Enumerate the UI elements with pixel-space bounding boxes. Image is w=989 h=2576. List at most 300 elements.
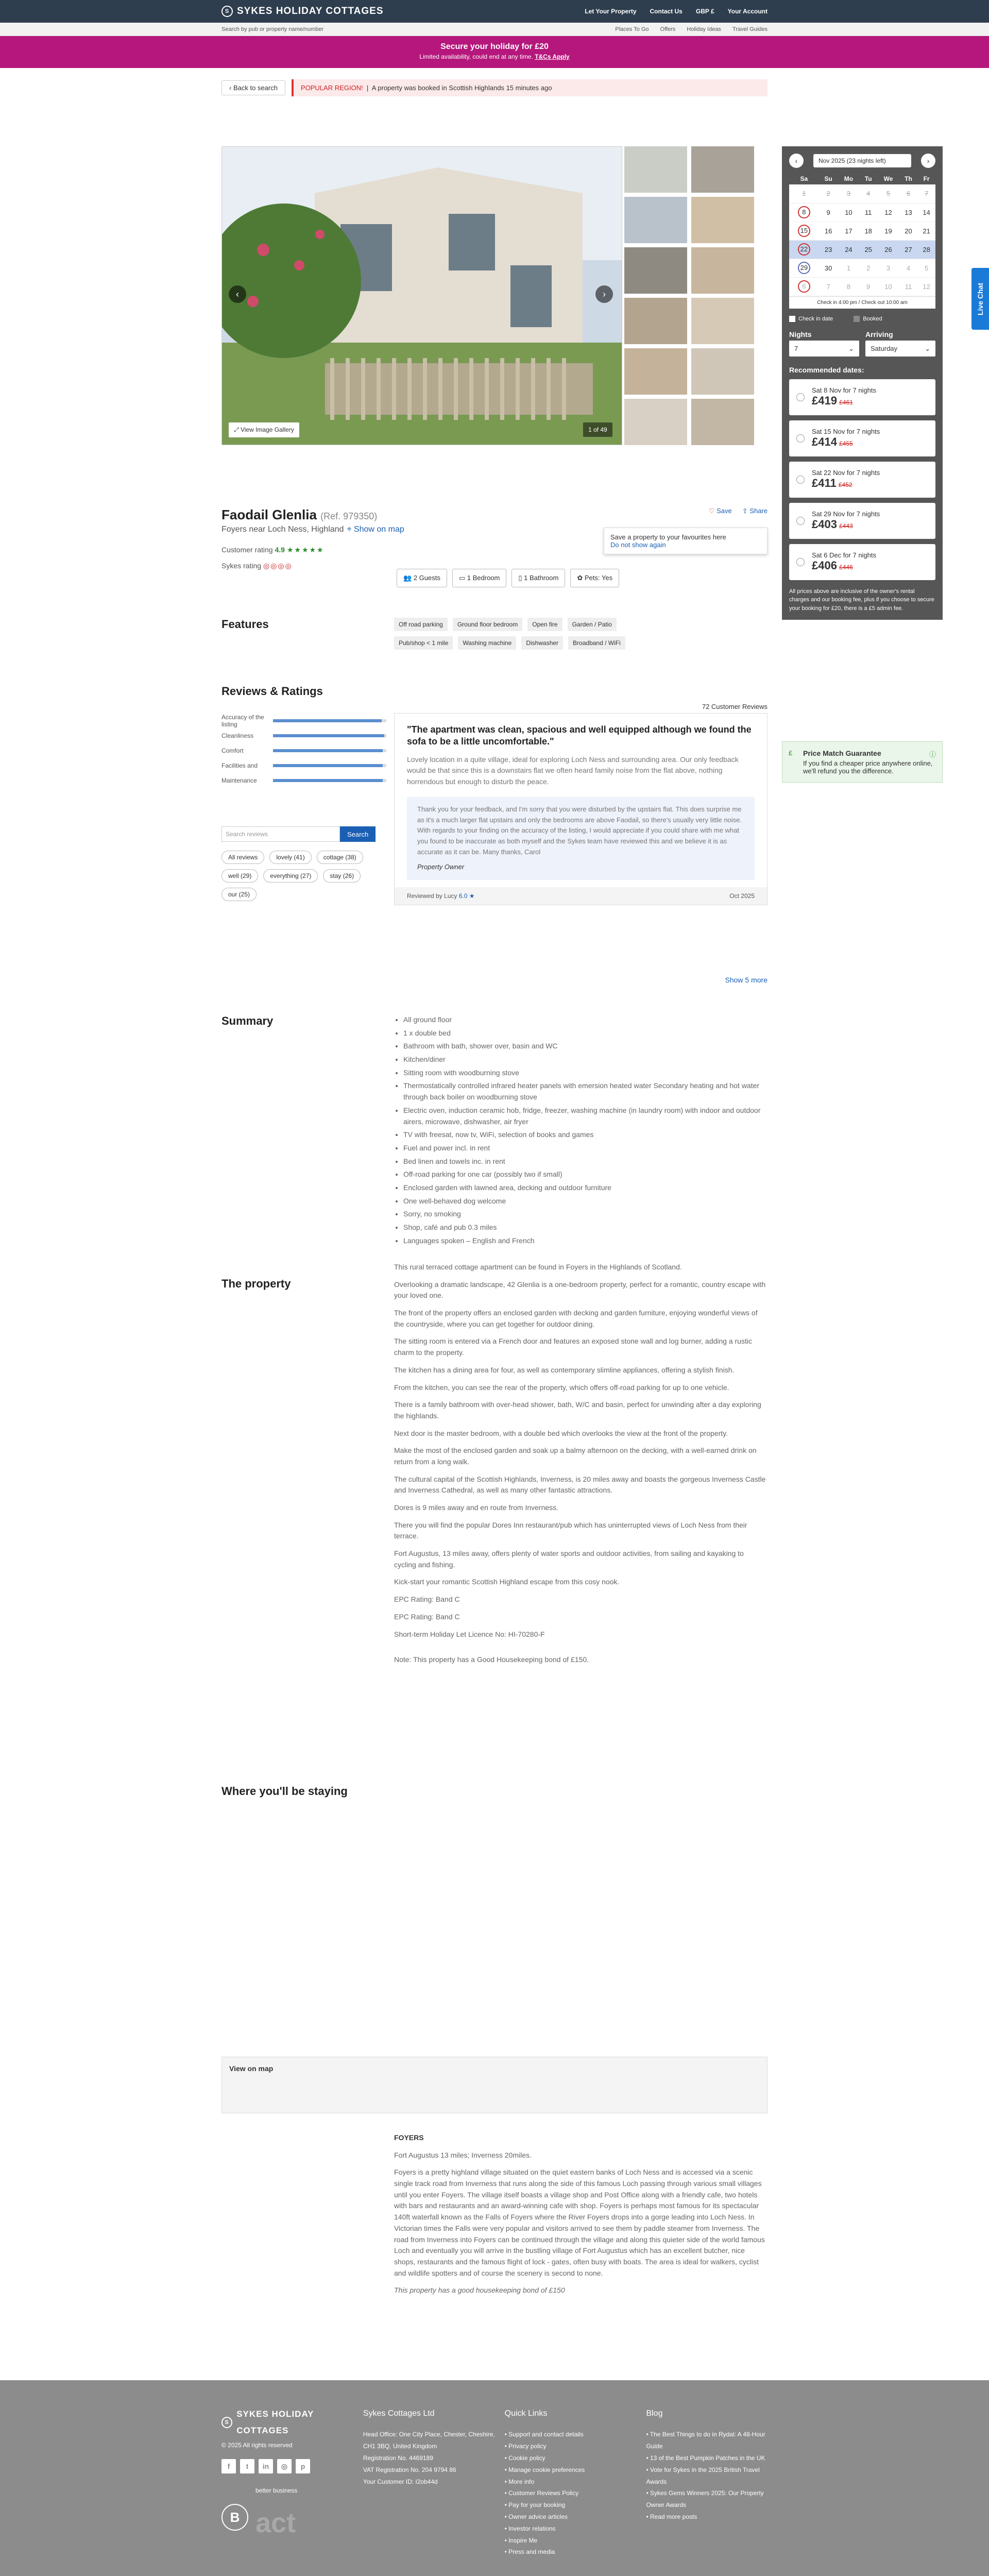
calendar-day[interactable]: [859, 222, 877, 240]
calendar-day[interactable]: [917, 277, 935, 296]
subnav-travel-guides[interactable]: Travel Guides: [732, 26, 768, 32]
live-chat-button[interactable]: Live Chat: [971, 268, 989, 330]
people-icon: 👥: [403, 574, 412, 582]
social-links: [221, 2459, 363, 2473]
blog-link[interactable]: • The Best Things to do in Rydal: A 48-Hour Guide: [646, 2429, 768, 2452]
rec-date: Sat 29 Nov for 7 nights: [812, 510, 880, 518]
calendar-day-number: 7: [924, 190, 929, 198]
expand-icon: ⤢: [234, 426, 239, 433]
recommended-date-option[interactable]: [789, 503, 935, 539]
save-button[interactable]: [709, 507, 732, 515]
calendar-day[interactable]: [819, 277, 838, 296]
instagram-icon[interactable]: ◎: [277, 2459, 292, 2473]
calendar-day[interactable]: [899, 240, 917, 259]
rec-price: £406: [812, 559, 837, 572]
rating-bar-label: Facilities and: [221, 761, 258, 769]
rating-bar-label: Comfort: [221, 747, 244, 754]
footer-logo[interactable]: [221, 2406, 363, 2439]
brand-logo[interactable]: [221, 6, 384, 17]
recommended-date-option[interactable]: [789, 544, 935, 580]
twitter-icon[interactable]: t: [240, 2459, 254, 2473]
recommended-dates-title: Recommended dates:: [789, 365, 864, 374]
calendar-day-header: Su: [819, 173, 838, 184]
property-chips: [397, 569, 619, 587]
price-match-guarantee: [782, 741, 943, 783]
nights-value: 7: [794, 344, 798, 352]
property-paragraph: The front of the property offers an enclosed garden with decking and garden furniture, enjoying wonderful views of the countryside, where you can get together for outdoor dining.: [394, 1309, 758, 1328]
radio-icon: [796, 558, 805, 566]
calendar-day-number: 8: [846, 282, 851, 291]
property-paragraph: There is a family bathroom with over-head shower, bath, W/C and basin, perfect for unwinding after a day exploring the highlands.: [394, 1400, 761, 1420]
nav-contact-us[interactable]: Contact Us: [650, 8, 683, 15]
nav-currency[interactable]: GBP £: [695, 8, 714, 15]
arriving-select[interactable]: [865, 341, 935, 357]
feature-tag: Broadband / WiFi: [568, 636, 625, 650]
property-paragraph: Next door is the master bedroom, with a double bed which overlooks the view at the front of the property.: [394, 1429, 728, 1437]
blog-title: Blog: [646, 2409, 663, 2418]
blog-link[interactable]: • Sykes Gems Winners 2025: Our Property Owner Awards: [646, 2487, 768, 2511]
popular-region-notice: POPULAR REGION! | A property was booked in Scottish Highlands 15 minutes ago: [292, 79, 768, 96]
sykes-rating-label: Sykes rating: [221, 562, 262, 570]
quick-link[interactable]: • Customer Reviews Policy: [505, 2487, 646, 2499]
review-filter-tag[interactable]: everything (27): [263, 869, 318, 883]
heart-icon: ♡: [708, 507, 715, 515]
thumbnail-grid: [624, 146, 754, 445]
footer-brand: SYKES HOLIDAY COTTAGES: [236, 2409, 314, 2436]
calendar-day-number: 26: [884, 245, 892, 253]
property-paragraph: Overlooking a dramatic landscape, 42 Glenlia is a one-bedroom property, perfect for a romantic, country escape with your loved one.: [394, 1280, 766, 1300]
main-content: [221, 507, 768, 1798]
calendar-day-number: 10: [884, 282, 892, 291]
rec-old-price: £461: [839, 399, 853, 406]
calendar-day-number: 3: [886, 264, 891, 272]
calendar-day-number: 14: [923, 208, 930, 216]
rec-old-price: £443: [839, 522, 853, 530]
calendar-day[interactable]: [877, 184, 899, 203]
property-description: [394, 1262, 768, 1672]
rating-bar-row: [221, 758, 386, 773]
property-paragraph: The sitting room is entered via a French door and features an exposed stone wall and log burner, adding a rustic charm to the property.: [394, 1337, 752, 1357]
calendar-day[interactable]: [877, 277, 899, 296]
quick-link[interactable]: • Manage cookie preferences: [505, 2464, 646, 2476]
gallery-counter: 1 of 49: [583, 422, 612, 437]
nights-select[interactable]: [789, 341, 859, 357]
logo-icon: S: [221, 2417, 232, 2428]
rating-bar-track: [273, 749, 386, 752]
recommended-date-option[interactable]: [789, 379, 935, 415]
calendar-day[interactable]: [819, 203, 838, 222]
rating-bar-fill: [273, 719, 382, 722]
share-icon: ⇪: [742, 507, 748, 515]
price-note: All prices above are inclusive of the owner's rental charges and our booking fee, plus if you choose to secure your booking for £20, there is a £5 admin fee.: [789, 588, 934, 612]
info-icon[interactable]: ⓘ: [929, 751, 936, 758]
property-paragraph: Dores is 9 miles away and en route from Inverness.: [394, 1503, 559, 1512]
calendar-day[interactable]: [899, 259, 917, 277]
calendar-day[interactable]: [877, 203, 899, 222]
summary-list: [394, 1014, 768, 1248]
summary-item: • Languages spoken – English and French: [403, 1235, 768, 1247]
calendar-day-number: 29: [798, 262, 810, 274]
review-filter-tag[interactable]: lovely (41): [269, 851, 311, 864]
company-line: VAT Registration No. 204 9794 86: [363, 2466, 456, 2473]
review-filter-tag[interactable]: All reviews: [221, 851, 264, 864]
property-paragraph: EPC Rating: Band C: [394, 1595, 460, 1604]
pmg-text: If you find a cheaper price anywhere online, we'll refund you the difference.: [803, 759, 933, 775]
summary-item: • Sitting room with woodburning stove: [403, 1067, 768, 1079]
notice-tag: POPULAR REGION!: [300, 84, 363, 92]
paw-icon: ✿: [577, 574, 583, 582]
booking-panel: [782, 146, 943, 620]
calendar-day-number: 11: [905, 282, 912, 291]
calendar-day[interactable]: [877, 240, 899, 259]
calendar-day[interactable]: [877, 222, 899, 240]
calendar-day[interactable]: [859, 184, 877, 203]
radio-icon: [796, 434, 805, 443]
summary-item: • All ground floor: [403, 1014, 768, 1026]
review-filter-tag[interactable]: our (25): [221, 888, 257, 901]
summary-item: • Fuel and power incl. in rent: [403, 1143, 768, 1154]
brand-name: SYKES HOLIDAY COTTAGES: [237, 6, 384, 16]
arriving-label: Arriving: [865, 330, 893, 338]
rating-bar-track: [273, 719, 386, 722]
location-section: [221, 1785, 768, 1798]
guests-label: 2 Guests: [413, 574, 440, 582]
calendar-day[interactable]: [917, 184, 935, 203]
tip-title: Save a property to your favourites here: [610, 533, 726, 541]
review-quote: "The apartment was clean, spacious and well equipped although we found the sofa to be a little uncomfortable.": [407, 724, 752, 747]
radio-icon: [796, 393, 805, 401]
calendar-day[interactable]: [819, 222, 838, 240]
calendar-day-number: 25: [864, 245, 872, 253]
map-link-label: Show on map: [353, 525, 404, 534]
rec-date: Sat 15 Nov for 7 nights: [812, 428, 880, 436]
calendar-day-number: 28: [923, 245, 930, 253]
calendar-day-number: 24: [845, 245, 852, 253]
calendar-day[interactable]: [917, 240, 935, 259]
blog-link[interactable]: • 13 of the Best Pumpkin Patches in the UK: [646, 2452, 768, 2464]
facebook-icon[interactable]: f: [221, 2459, 236, 2473]
bed-icon: ▭: [458, 574, 466, 582]
calendar-day[interactable]: [917, 203, 935, 222]
booked-swatch-icon: [854, 316, 860, 322]
bedroom-label: 1 Bedroom: [467, 574, 500, 582]
summary-item: • Kitchen/diner: [403, 1054, 768, 1065]
calendar-day-number: 22: [798, 243, 810, 256]
property-paragraph: Kick-start your romantic Scottish Highland escape from this cosy nook.: [394, 1578, 620, 1586]
summary-item: • Shop, café and pub 0.3 miles: [403, 1222, 768, 1233]
share-button[interactable]: [742, 507, 768, 515]
better-business-label: better business: [255, 2487, 298, 2495]
month-select[interactable]: Nov 2025 (23 nights left): [813, 154, 911, 167]
summary-item: • Sorry, no smoking: [403, 1209, 768, 1220]
sub-nav: [615, 26, 768, 32]
area-bond: This property has a good housekeeping bond of £150: [394, 2286, 565, 2295]
subnav-places[interactable]: Places To Go: [615, 26, 649, 32]
calendar-day-number: 4: [866, 190, 871, 198]
back-to-search-button[interactable]: ‹ Back to search: [221, 80, 285, 95]
review-search-button[interactable]: Search: [340, 826, 376, 842]
rec-price: £403: [812, 518, 837, 531]
bcorp-badge: [221, 2485, 363, 2549]
calendar-day[interactable]: [859, 259, 877, 277]
nav-let-your-property[interactable]: Let Your Property: [585, 8, 637, 15]
property-search-input[interactable]: Search by pub or property name/number: [221, 26, 324, 32]
legend-checkin-label: Check in date: [798, 315, 833, 322]
chevron-down-icon: ⌄: [848, 344, 854, 352]
quick-link[interactable]: • Support and contact details: [505, 2429, 646, 2441]
subnav-holiday-ideas[interactable]: Holiday Ideas: [687, 26, 721, 32]
owner-reply: [407, 797, 755, 880]
owner-label: Property Owner: [417, 862, 465, 871]
calendar-day-number: 13: [905, 208, 912, 216]
recommended-date-option[interactable]: [789, 462, 935, 498]
calendar-day-number: 9: [826, 208, 830, 216]
footer: [0, 2380, 989, 2576]
property-ref: (Ref. 979350): [320, 511, 378, 521]
calendar-prev-button[interactable]: ‹: [789, 154, 804, 168]
calendar-day[interactable]: [789, 203, 819, 222]
rating-stars: ★★★★★: [286, 546, 325, 554]
calendar-day[interactable]: [899, 222, 917, 240]
calendar-day-number: 12: [923, 282, 930, 291]
rating-bar-track: [273, 734, 386, 737]
show-on-map-link[interactable]: [347, 525, 404, 534]
features-list: [394, 618, 677, 650]
calendar-day[interactable]: [838, 277, 860, 296]
calendar-day-number: 5: [924, 264, 929, 272]
blog-link[interactable]: • Vote for Sykes in the 2025 British Travel Awards: [646, 2464, 768, 2488]
summary-item: • One well-behaved dog welcome: [403, 1196, 768, 1207]
property-paragraph: Short-term Holiday Let Licence No: HI-70280-F: [394, 1630, 545, 1638]
calendar-day-number: 18: [864, 227, 872, 235]
sykes-rating-icons: ◎◎◎◎: [263, 562, 293, 570]
calendar-day-number: 16: [824, 227, 832, 235]
pmg-title: Price Match Guarantee: [803, 749, 881, 757]
calendar-day-number: 6: [798, 280, 810, 293]
calendar-day[interactable]: [838, 222, 860, 240]
rating-bar-fill: [273, 749, 383, 752]
review-filter-tag[interactable]: stay (26): [323, 869, 361, 883]
act-label: act: [255, 2507, 296, 2539]
calendar-day[interactable]: [838, 240, 860, 259]
calendar-day[interactable]: [917, 259, 935, 277]
calendar-day[interactable]: [859, 203, 877, 222]
guests-chip: [397, 569, 447, 587]
property-paragraph: From the kitchen, you can see the rear of the property, which offers off-road parking for up to one vehicle.: [394, 1383, 729, 1392]
summary-item: • Off-road parking for one car (possibly two if small): [403, 1169, 768, 1180]
promo-tcs-link[interactable]: T&Cs Apply: [535, 53, 570, 60]
calendar-day[interactable]: [838, 203, 860, 222]
pets-chip: [570, 569, 619, 587]
property-paragraph: The kitchen has a dining area for four, as well as contemporary slimline appliances, offering a stylish finish.: [394, 1365, 735, 1374]
calendar-day[interactable]: [859, 240, 877, 259]
calendar-day-header: We: [877, 173, 899, 184]
calendar-day[interactable]: [899, 203, 917, 222]
quick-link[interactable]: • Inspire Me: [505, 2535, 646, 2547]
review-filter-tag[interactable]: well (29): [221, 869, 258, 883]
calendar-day[interactable]: [877, 259, 899, 277]
nav-your-account[interactable]: Your Account: [727, 8, 768, 15]
checkin-swatch-icon: [789, 316, 795, 322]
rec-old-price: £452: [838, 481, 852, 489]
company-line: Your Customer ID: I2ob44d: [363, 2478, 438, 2485]
calendar-day[interactable]: [789, 222, 819, 240]
calendar-next-button[interactable]: ›: [921, 154, 935, 168]
top-nav: [585, 8, 768, 15]
property-paragraph: Fort Augustus, 13 miles away, offers plenty of water sports and outdoor activities, from sailing and kayaking to cycling and fishing.: [394, 1549, 744, 1569]
area-description: [394, 2132, 768, 2302]
calendar-day-number: 4: [906, 264, 911, 272]
legend-booked: [854, 316, 882, 322]
reviews-title: Reviews & Ratings: [221, 685, 323, 698]
quick-link[interactable]: • Pay for your booking: [505, 2499, 646, 2511]
calendar-day[interactable]: [789, 240, 819, 259]
calendar-day-number: 27: [905, 245, 912, 253]
rating-bar-label: Accuracy of the listing: [221, 713, 264, 728]
calendar-day-number: 1: [802, 190, 806, 198]
pinterest-icon[interactable]: p: [296, 2459, 310, 2473]
bath-icon: ▯: [518, 574, 522, 582]
calendar-day-number: 9: [866, 282, 871, 291]
view-image-gallery-button[interactable]: [229, 422, 299, 437]
rating-bar-label: Maintenance: [221, 776, 257, 784]
summary-item: • Electric oven, induction ceramic hob, fridge, freezer, washing machine (in laundry room) with indoor and outdoor airers, microwave, dishwasher, air fryer: [403, 1105, 768, 1127]
rating-bar-fill: [273, 779, 383, 782]
calendar-day[interactable]: [838, 184, 860, 203]
rec-price: £414: [812, 435, 837, 449]
property-paragraph: This rural terraced cottage apartment can be found in Foyers in the Highlands of Scotland.: [394, 1263, 682, 1271]
property-title: [221, 507, 768, 523]
show-more-reviews-link[interactable]: Show 5 more: [725, 976, 768, 984]
rec-date: Sat 22 Nov for 7 nights: [812, 469, 880, 477]
calendar-day-number: 7: [826, 282, 830, 291]
calendar-day[interactable]: [819, 259, 838, 277]
calendar-day-number: 23: [824, 245, 832, 253]
calendar-day[interactable]: [819, 184, 838, 203]
review-search-input[interactable]: Search reviews: [221, 826, 340, 842]
view-on-map-box[interactable]: [221, 2057, 768, 2113]
quick-link[interactable]: • Press and media: [505, 2546, 646, 2558]
property-location: Foyers near Loch Ness, Highland: [221, 525, 344, 534]
company-line: Registration No. 4469189: [363, 2454, 433, 2462]
recommended-date-option[interactable]: [789, 420, 935, 456]
rating-bar-row: [221, 728, 386, 743]
quick-link[interactable]: • Privacy policy: [505, 2441, 646, 2452]
favourites-tooltip: [604, 528, 768, 554]
map-pin-icon: ⌖: [347, 525, 352, 534]
review-score: 6.0 ★: [458, 892, 475, 900]
calendar-day[interactable]: [789, 184, 819, 203]
calendar-day[interactable]: [789, 277, 819, 296]
availability-calendar: [789, 173, 935, 296]
rating-bars: [221, 713, 386, 788]
area-name: FOYERS: [394, 2133, 424, 2142]
legend-checkin: [789, 316, 833, 322]
copyright: © 2025 All rights reserved: [221, 2441, 293, 2449]
do-not-show-again-link[interactable]: Do not show again: [610, 541, 666, 549]
feature-tag: Dishwasher: [521, 636, 563, 650]
calendar-day-number: 12: [884, 208, 892, 216]
arriving-value: Saturday: [871, 344, 898, 352]
calendar-day[interactable]: [899, 277, 917, 296]
rec-date: Sat 6 Dec for 7 nights: [812, 551, 877, 560]
customer-rating-label: Customer rating: [221, 546, 273, 554]
feature-tag: Off road parking: [394, 618, 448, 631]
rating-bar-fill: [273, 734, 384, 737]
property-paragraph: There you will find the popular Dores Inn restaurant/pub which has uninterrupted views of Loch Ness from their terrace.: [394, 1520, 747, 1540]
subnav-offers[interactable]: Offers: [660, 26, 676, 32]
radio-icon: [796, 517, 805, 525]
feature-tag: Pub/shop < 1 mile: [394, 636, 453, 650]
review-filter-tag[interactable]: cottage (38): [317, 851, 363, 864]
blog-link[interactable]: • Read more posts: [646, 2511, 768, 2523]
feature-tag: Garden / Patio: [568, 618, 617, 631]
calendar-day-number: 5: [886, 190, 891, 198]
legend-booked-label: Booked: [863, 315, 882, 322]
calendar-day-header: Tu: [859, 173, 877, 184]
top-bar: [0, 0, 989, 23]
calendar-day[interactable]: [917, 222, 935, 240]
calendar-day-number: 21: [923, 227, 930, 235]
calendar-day-header: Th: [899, 173, 917, 184]
summary-section: [221, 1014, 768, 1245]
rec-date: Sat 8 Nov for 7 nights: [812, 386, 877, 395]
review-card: [394, 713, 768, 905]
property-paragraph: Make the most of the enclosed garden and soak up a balmy afternoon on the decking, with a well-earned drink on return from a long walk.: [394, 1446, 757, 1466]
calendar-day[interactable]: [859, 277, 877, 296]
view-on-map-label: View on map: [229, 2064, 274, 2073]
calendar-day-number: 17: [845, 227, 852, 235]
calendar-day-number: 2: [866, 264, 871, 272]
main-photo[interactable]: [221, 146, 622, 445]
review-date: Oct 2025: [729, 892, 755, 900]
customer-rating-value: 4.9: [275, 546, 285, 554]
summary-item: • 1 x double bed: [403, 1028, 768, 1039]
quick-link[interactable]: • Cookie policy: [505, 2452, 646, 2464]
calendar-day-number: 3: [846, 190, 851, 198]
bond-note: Note: This property has a Good Housekeeping bond of £150.: [394, 1655, 589, 1664]
property-paragraph: EPC Rating: Band C: [394, 1612, 460, 1621]
calendar-day-number: 10: [845, 208, 852, 216]
review-count: 72 Customer Reviews: [702, 703, 768, 710]
gallery-prev-arrow[interactable]: ‹: [229, 285, 246, 303]
promo-title: Secure your holiday for £20: [440, 42, 549, 51]
calendar-day[interactable]: [819, 240, 838, 259]
calendar-day[interactable]: [838, 259, 860, 277]
bathroom-chip: [511, 569, 565, 587]
calendar-day-number: 15: [798, 225, 810, 237]
quick-link[interactable]: • Investor relations: [505, 2523, 646, 2535]
calendar-day[interactable]: [789, 259, 819, 277]
rating-bar-row: [221, 743, 386, 758]
rating-bar-track: [273, 764, 386, 767]
photo-gallery: [221, 146, 623, 445]
bcorp-icon: B: [221, 2504, 248, 2531]
summary-item: • TV with freesat, now tv, WiFi, selection of books and games: [403, 1129, 768, 1141]
property-description-title: The property: [221, 1277, 291, 1290]
calendar-day[interactable]: [899, 184, 917, 203]
quick-link[interactable]: • Owner advice articles: [505, 2511, 646, 2523]
calendar-day-number: 6: [906, 190, 911, 198]
gallery-next-arrow[interactable]: ›: [595, 285, 613, 303]
quick-links-title: Quick Links: [504, 2409, 548, 2418]
linkedin-icon[interactable]: in: [259, 2459, 273, 2473]
company-title: Sykes Cottages Ltd: [363, 2409, 435, 2418]
pound-icon: £: [789, 749, 793, 757]
rec-price: £419: [812, 394, 837, 408]
save-label: Save: [717, 507, 732, 515]
quick-link[interactable]: • More info: [505, 2476, 646, 2488]
